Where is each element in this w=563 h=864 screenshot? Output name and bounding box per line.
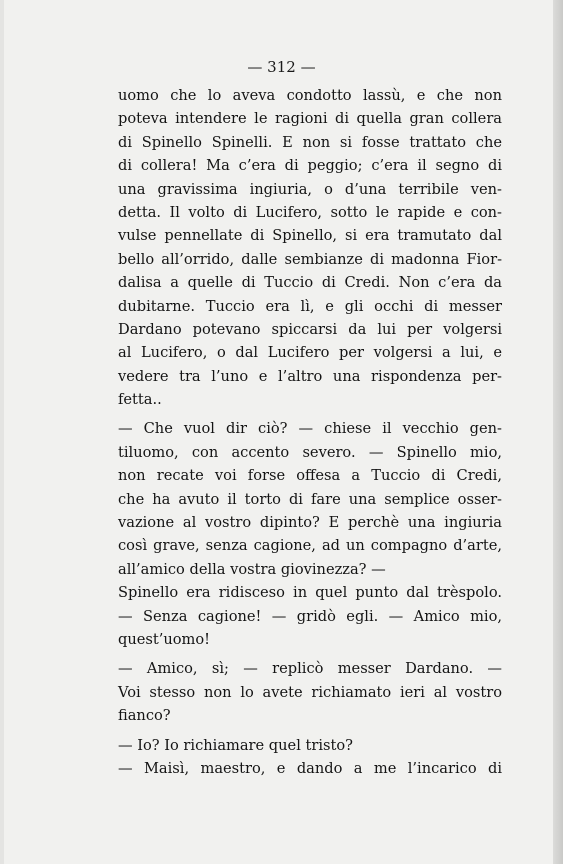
- text-line: vazione al vostro dipinto? E perchè una ingiuria: [118, 514, 502, 532]
- text-line: bello all’orrido, dalle sembianze di madonna Fior-: [118, 250, 502, 268]
- text-line: poteva intendere le ragioni di quella gran collera: [118, 110, 502, 128]
- text-line: fetta..: [118, 391, 162, 409]
- text-line: uomo che lo aveva condotto lassù, e che non: [118, 87, 502, 104]
- page-number: — 312 —: [247, 58, 316, 76]
- text-line: vedere tra l’uno e l’altro una rispondenza per-: [118, 367, 502, 385]
- text-line: fianco?: [118, 707, 171, 725]
- text-line: Spinello era ridisceso in quel punto dal trèspolo.: [118, 584, 502, 602]
- text-line: — Io? Io richiamare quel tristo?: [118, 736, 353, 754]
- text-line: dalisa a quelle di Tuccio di Credi. Non c’era da: [118, 274, 502, 292]
- text-line: Dardano potevano spiccarsi da lui per volgersi: [118, 320, 502, 338]
- body-text: [118, 84, 502, 780]
- text-line: tiluomo, con accento severo. — Spinello mio,: [118, 443, 502, 461]
- text-line: al Lucifero, o dal Lucifero per volgersi a lui, e: [118, 344, 502, 362]
- text-line: — Che vuol dir ciò? — chiese il vecchio gen-: [118, 420, 502, 438]
- text-line: quest’uomo!: [118, 630, 211, 648]
- text-line: di Spinello Spinelli. E non si fosse trattato che: [118, 133, 502, 151]
- text-line: così grave, senza cagione, ad un compagno d’arte,: [118, 537, 502, 555]
- text-line: — Amico, sì; — replicò messer Dardano. —: [118, 660, 502, 678]
- text-line: all’amico della vostra giovinezza? —: [118, 560, 386, 578]
- text-line: vulse pennellate di Spinello, si era tramutato dal: [118, 227, 502, 245]
- text-line: detta. Il volto di Lucifero, sotto le rapide e con-: [118, 203, 502, 221]
- text-line: non recate voi forse offesa a Tuccio di Credi,: [118, 467, 502, 485]
- text-line: che ha avuto il torto di fare una semplice osser-: [118, 490, 502, 508]
- text-line: Voi stesso non lo avete richiamato ieri al vostro: [118, 683, 502, 701]
- page-left-edge: [0, 0, 4, 864]
- text-line: — Senza cagione! — gridò egli. — Amico mio,: [118, 607, 502, 625]
- text-line: dubitarne. Tuccio era lì, e gli occhi di messer: [118, 297, 502, 315]
- text-line: di collera! Ma c’era di peggio; c’era il segno di: [118, 157, 502, 175]
- text-line: una gravissima ingiuria, o d’una terribile ven-: [118, 180, 502, 198]
- text-line: — Maisì, maestro, e dando a me l’incarico di: [118, 759, 502, 777]
- page-right-edge-shadow: [553, 0, 563, 864]
